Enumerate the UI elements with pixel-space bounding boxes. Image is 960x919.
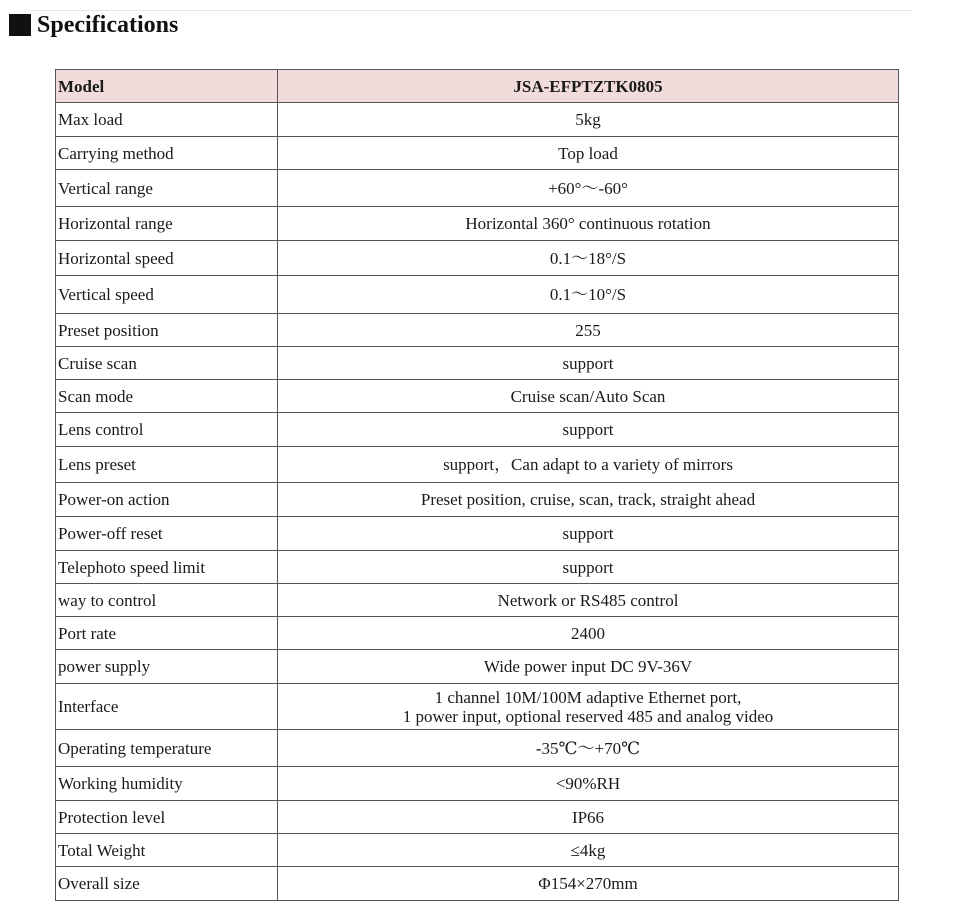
- table-row: [56, 276, 899, 314]
- spec-value-multiline: [278, 684, 899, 730]
- spec-value: 0.1～18°/S: [278, 241, 899, 276]
- header-label-cell: Model: [56, 70, 278, 103]
- table-row: [56, 207, 899, 241]
- table-row: [56, 617, 899, 650]
- square-bullet-icon: [9, 14, 31, 36]
- table-row: [56, 314, 899, 347]
- spec-value: Cruise scan/Auto Scan: [278, 380, 899, 413]
- table-row: [56, 241, 899, 276]
- table-row: [56, 380, 899, 413]
- table-row: [56, 517, 899, 551]
- spec-value: support: [278, 347, 899, 380]
- table-row: [56, 137, 899, 170]
- spec-label: Carrying method: [56, 137, 278, 170]
- table-row: [56, 170, 899, 207]
- spec-value: -35℃～+70℃: [278, 730, 899, 767]
- table-row: [56, 483, 899, 517]
- table-header-row: [56, 70, 899, 103]
- spec-value: support，Can adapt to a variety of mirrors: [278, 447, 899, 483]
- spec-label: Lens control: [56, 413, 278, 447]
- spec-value-line: 1 channel 10M/100M adaptive Ethernet port,: [434, 687, 742, 707]
- spec-label: Total Weight: [56, 834, 278, 867]
- spec-value-line: 1 power input, optional reserved 485 and analog video: [402, 706, 774, 726]
- spec-label: Telephoto speed limit: [56, 551, 278, 584]
- spec-value: support: [278, 517, 899, 551]
- spec-label: Lens preset: [56, 447, 278, 483]
- table-row: [56, 767, 899, 801]
- spec-value: IP66: [278, 801, 899, 834]
- spec-label: Power-off reset: [56, 517, 278, 551]
- spec-value: 0.1～10°/S: [278, 276, 899, 314]
- spec-value: Network or RS485 control: [278, 584, 899, 617]
- spec-value: support: [278, 413, 899, 447]
- table-row: [56, 684, 899, 730]
- spec-label: Max load: [56, 103, 278, 137]
- spec-label: Working humidity: [56, 767, 278, 801]
- table-row: [56, 447, 899, 483]
- spec-value: 5kg: [278, 103, 899, 137]
- spec-value: Horizontal 360° continuous rotation: [278, 207, 899, 241]
- spec-label: Horizontal range: [56, 207, 278, 241]
- table-row: [56, 801, 899, 834]
- table-row: [56, 650, 899, 684]
- spec-value: Wide power input DC 9V-36V: [278, 650, 899, 684]
- spec-label: Power-on action: [56, 483, 278, 517]
- section-title: Specifications: [37, 12, 179, 38]
- header-value-cell: JSA-EFPTZTK0805: [278, 70, 899, 103]
- spec-label: Horizontal speed: [56, 241, 278, 276]
- table-row: [56, 730, 899, 767]
- spec-value: support: [278, 551, 899, 584]
- spec-label: Operating temperature: [56, 730, 278, 767]
- spec-label: Preset position: [56, 314, 278, 347]
- spec-label: Scan mode: [56, 380, 278, 413]
- spec-label: Port rate: [56, 617, 278, 650]
- spec-label: Vertical speed: [56, 276, 278, 314]
- top-divider: [30, 10, 912, 11]
- table-row: [56, 584, 899, 617]
- table-row: [56, 834, 899, 867]
- specifications-table: [55, 69, 899, 901]
- spec-label: Overall size: [56, 867, 278, 901]
- spec-value: 255: [278, 314, 899, 347]
- table-row: [56, 413, 899, 447]
- spec-value: ≤4kg: [278, 834, 899, 867]
- spec-value: <90%RH: [278, 767, 899, 801]
- table-row: [56, 103, 899, 137]
- spec-value: Top load: [278, 137, 899, 170]
- table-row: [56, 347, 899, 380]
- spec-value: 2400: [278, 617, 899, 650]
- spec-value: Preset position, cruise, scan, track, straight ahead: [278, 483, 899, 517]
- spec-value: +60°～-60°: [278, 170, 899, 207]
- spec-label: Protection level: [56, 801, 278, 834]
- spec-value: Φ154×270mm: [278, 867, 899, 901]
- spec-label: Interface: [56, 684, 278, 730]
- spec-label: Vertical range: [56, 170, 278, 207]
- spec-label: power supply: [56, 650, 278, 684]
- spec-label: Cruise scan: [56, 347, 278, 380]
- spec-label: way to control: [56, 584, 278, 617]
- section-heading: [9, 12, 178, 38]
- table-row: [56, 551, 899, 584]
- table-row: [56, 867, 899, 901]
